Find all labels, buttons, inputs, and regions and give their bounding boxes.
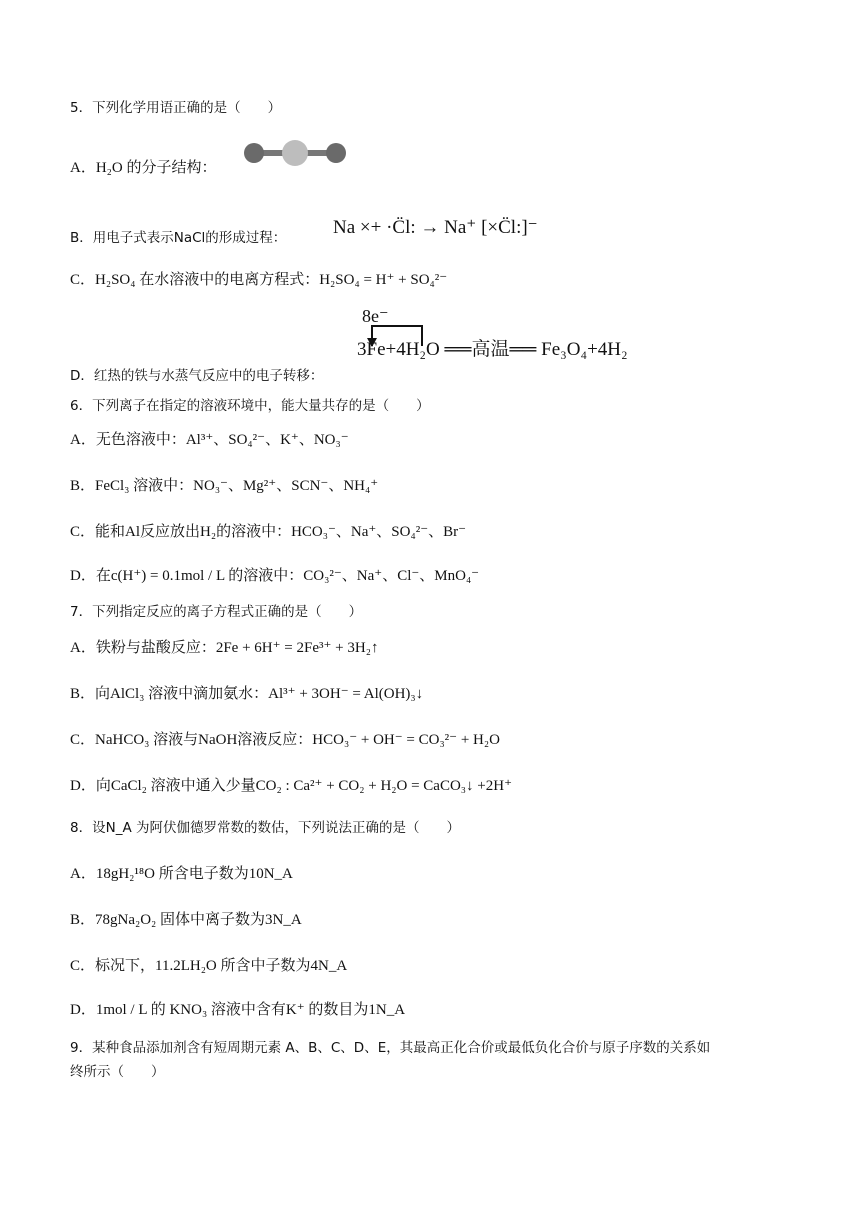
q6-option-d: D．在c(H⁺) = 0.1mol / L 的溶液中：CO₃²⁻、Na⁺、Cl⁻、MnO₄⁻ bbox=[70, 568, 480, 584]
q8-option-c: C．标况下，11.2LH₂O 所含中子数为4N_A bbox=[70, 958, 348, 974]
q6-option-b: B．FeCl₃ 溶液中：NO₃⁻、Mg²⁺、SCN⁻、NH₄⁺ bbox=[70, 478, 379, 494]
q9-stem-line1: 9．某种食品添加剂含有短周期元素 A、B、C、D、E，其最高正化合价或最低负化合价与原子序数的关系如 bbox=[70, 1040, 711, 1056]
q5-b-electron-formula-image: Na ×+ ·C̈l: → Na⁺ [×C̈l:]⁻ bbox=[333, 217, 538, 238]
q5-d-equation-image: 3Fe+4H₂O ══高温══ Fe₃O₄+4H₂ bbox=[357, 339, 628, 360]
q5-option-b: B．用电子式表示NaCl的形成过程： bbox=[70, 230, 287, 246]
q6-option-a: A．无色溶液中：Al³⁺、SO₄²⁻、K⁺、NO₃⁻ bbox=[70, 432, 349, 448]
q9-stem-line2: 终所示（ ） bbox=[70, 1064, 165, 1080]
q6-option-c: C．能和Al反应放出H₂的溶液中：HCO₃⁻、Na⁺、SO₄²⁻、Br⁻ bbox=[70, 524, 467, 540]
q5-option-a: A．H₂O 的分子结构： bbox=[70, 160, 217, 176]
q5-option-d: D．红热的铁与水蒸气反应中的电子转移： bbox=[70, 368, 324, 384]
water-molecule-model-image bbox=[240, 138, 350, 168]
q5-d-electron-count-label: 8e⁻ bbox=[362, 306, 389, 326]
q7-option-b: B．向AlCl₃ 溶液中滴加氨水：Al³⁺ + 3OH⁻ = Al(OH)₃↓ bbox=[70, 686, 424, 702]
q5-stem: 5．下列化学用语正确的是（ ） bbox=[70, 100, 282, 116]
q7-stem: 7．下列指定反应的离子方程式正确的是（ ） bbox=[70, 604, 363, 620]
q7-option-d: D．向CaCl₂ 溶液中通入少量CO₂ : Ca²⁺ + CO₂ + H₂O = CaCO₃↓ +2H⁺ bbox=[70, 778, 512, 794]
q7-option-c: C．NaHCO₃ 溶液与NaOH溶液反应：HCO₃⁻ + OH⁻ = CO₃²⁻ + H₂O bbox=[70, 732, 500, 748]
q8-stem: 8．设N_A 为阿伏伽德罗常数的数估，下列说法正确的是（ ） bbox=[70, 820, 460, 836]
q5-option-c: C．H₂SO₄ 在水溶液中的电离方程式：H₂SO₄ = H⁺ + SO₄²⁻ bbox=[70, 272, 448, 288]
q8-option-a: A．18gH₂¹⁸O 所含电子数为10N_A bbox=[70, 866, 293, 882]
q8-option-d: D．1mol / L 的 KNO₃ 溶液中含有K⁺ 的数目为1N_A bbox=[70, 1002, 406, 1018]
q7-option-a: A．铁粉与盐酸反应：2Fe + 6H⁺ = 2Fe³⁺ + 3H₂↑ bbox=[70, 640, 379, 656]
q6-stem: 6．下列离子在指定的溶液环境中，能大量共存的是（ ） bbox=[70, 398, 430, 414]
q8-option-b: B．78gNa₂O₂ 固体中离子数为3N_A bbox=[70, 912, 302, 928]
